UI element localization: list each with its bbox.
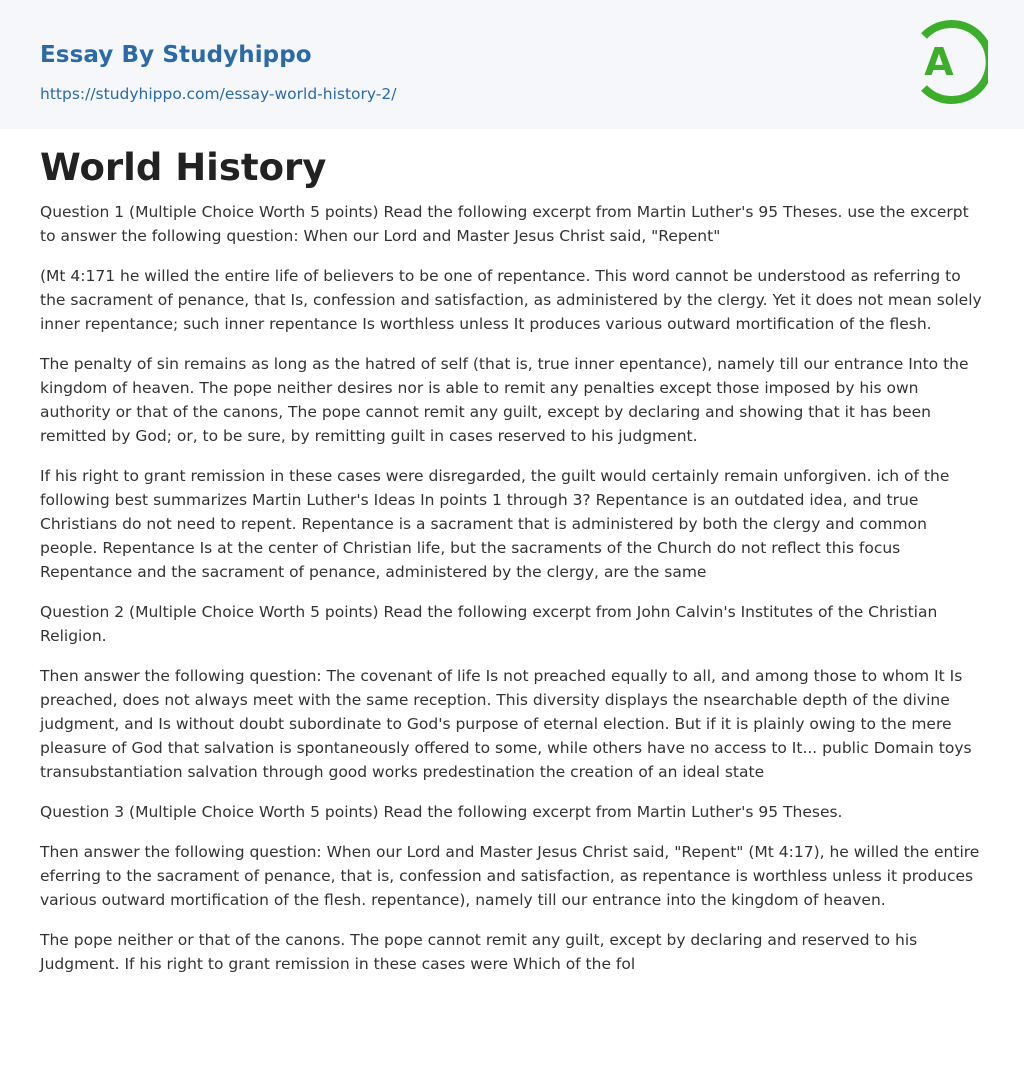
essay-paragraph: The penalty of sin remains as long as the hatred of self (that is, true inner epentance), namely till our entrance Into the kingdom of heaven. The pope neither desires nor is able to remit any penalties except those imposed by his own authority or that of the canons, The pope cannot remit any guilt, except by declaring and showing that it has been remitted by God; or, to be sure, by remitting guilt in cases reserved to his judgment.	[40, 355, 969, 445]
essay-content	[0, 129, 1024, 976]
essay-paragraph: The pope neither or that of the canons. The pope cannot remit any guilt, except by declaring and reserved to his Judgment. If his right to grant remission in these cases were Which of the fol	[40, 931, 918, 973]
essay-title: World History	[40, 146, 327, 189]
essay-paragraph: Then answer the following question: When our Lord and Master Jesus Christ said, "Repent" (Mt 4:17), he willed the entire eferring to the sacrament of penance, that is, confession and satisfaction, as repentance is worthless unless it produces various outward mortification of the flesh. repentance), namely till our entrance into the kingdom of heaven.	[40, 843, 980, 909]
brand-title[interactable]: Essay By Studyhippo	[40, 42, 312, 68]
essay-paragraph: Question 2 (Multiple Choice Worth 5 points) Read the following excerpt from John Calvin's Institutes of the Christian Religion.	[40, 603, 938, 645]
logo-letter: A	[924, 40, 954, 84]
essay-paragraph: If his right to grant remission in these cases were disregarded, the guilt would certainly remain unforgiven. ich of the following best summarizes Martin Luther's Ideas In points 1 through 3? Repentance is an outdated idea, and true Christians do not need to repent. Repentance is a sacrament that is administered by both the clergy and common people. Repentance Is at the center of Christian life, but the sacraments of the Church do not reflect this focus Repentance and the sacrament of penance, administered by the clergy, are the same	[40, 467, 950, 581]
essay-url-link[interactable]: https://studyhippo.com/essay-world-history-2/	[40, 85, 397, 103]
essay-paragraph: Question 3 (Multiple Choice Worth 5 points) Read the following excerpt from Martin Luther's 95 Theses.	[40, 803, 843, 821]
site-header	[0, 0, 1024, 129]
essay-paragraph: Question 1 (Multiple Choice Worth 5 points) Read the following excerpt from Martin Luther's 95 Theses. use the excerpt to answer the following question: When our Lord and Master Jesus Christ said, "Repent"	[40, 203, 969, 245]
studyhippo-logo-icon[interactable]	[912, 18, 988, 106]
essay-paragraph: (Mt 4:171 he willed the entire life of believers to be one of repentance. This word cannot be understood as referring to the sacrament of penance, that Is, confession and satisfaction, as administered by the clergy. Yet it does not mean solely inner repentance; such inner repentance Is worthless unless It produces various outward mortification of the flesh.	[40, 267, 982, 333]
essay-paragraph: Then answer the following question: The covenant of life Is not preached equally to all, and among those to whom It Is preached, does not always meet with the same reception. This diversity displays the nsearchable depth of the divine judgment, and Is without doubt subordinate to God's purpose of eternal election. But if it is plainly owing to the mere pleasure of God that salvation is spontaneously offered to some, while others have no access to It... public Domain toys transubstantiation salvation through good works predestination the creation of an ideal state	[40, 667, 972, 781]
